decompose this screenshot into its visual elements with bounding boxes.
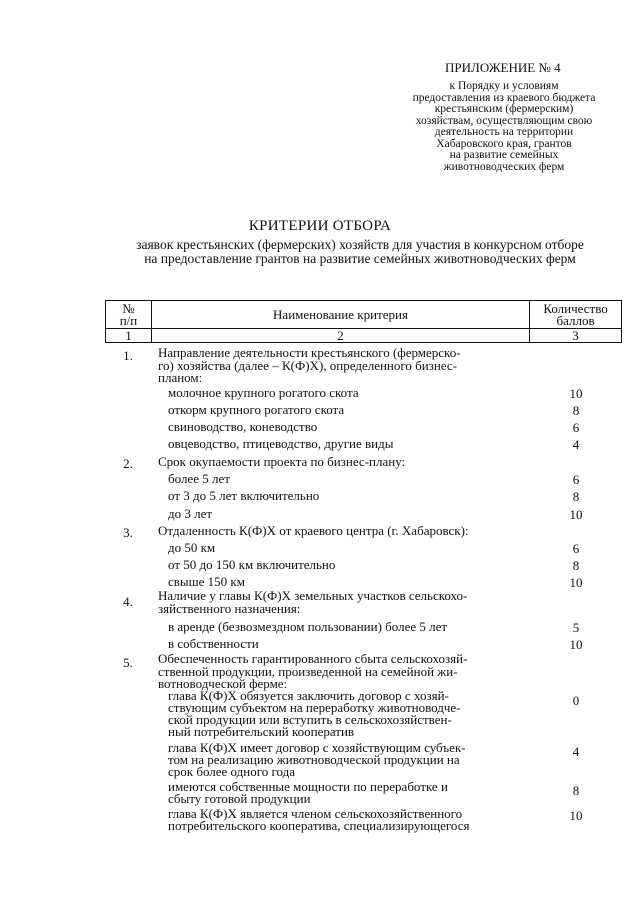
header-points-line1: Количество: [543, 300, 608, 316]
appendix-line: предоставления из краевого бюджета: [412, 91, 596, 104]
option-text: [168, 781, 528, 805]
option-points: 6: [572, 420, 580, 435]
option-points: 10: [569, 808, 583, 823]
option-line: ствующим субъектом на переработку животноводче-: [168, 700, 461, 715]
header-number: [106, 301, 152, 329]
option-points: 10: [569, 386, 583, 401]
appendix-title: ПРИЛОЖЕНИЕ № 4: [445, 60, 561, 75]
option-line: срок более одного года: [168, 764, 296, 779]
criterion-title-line: Направление деятельности крестьянского (фермерско-: [158, 345, 461, 360]
criteria-table-header: [105, 300, 622, 343]
option-text: [168, 490, 528, 502]
option-line: имеются собственные мощности по переработке и: [168, 779, 448, 794]
criterion-title: [158, 525, 530, 538]
criterion-title-line: го) хозяйства (далее – К(Ф)Х), определенного бизнес-: [158, 357, 457, 373]
option-text: [168, 621, 528, 633]
option-text: [168, 473, 528, 485]
column-number-1: 1: [106, 329, 152, 343]
option-line: от 3 до 5 лет включительно: [168, 488, 320, 503]
option-text: [168, 542, 528, 554]
appendix-subtitle: [395, 81, 613, 173]
document-subtitle: [95, 238, 625, 266]
option-line: потребительского кооператива, специализирующегося: [168, 818, 470, 833]
option-text: [168, 438, 528, 450]
header-points: [530, 301, 622, 329]
option-line: глава К(Ф)Х обязуется заключить договор с хозяй-: [168, 688, 449, 703]
appendix-line: животноводческих ферм: [443, 160, 565, 173]
option-line: овцеводство, птицеводство, другие виды: [168, 436, 394, 451]
header-number-line1: №: [122, 300, 135, 316]
header-number-line2: п/п: [119, 312, 138, 328]
option-text: [168, 576, 528, 588]
appendix-line: хозяйствам, осуществляющим свою: [415, 114, 593, 127]
appendix-line: к Порядку и условиям: [449, 80, 559, 92]
option-points: 0: [572, 693, 580, 708]
criterion-title-line: Наличие у главы К(Ф)Х земельных участков сельскохо-: [158, 588, 468, 603]
option-line: глава К(Ф)Х имеет договор с хозяйствующим субъек-: [168, 740, 466, 755]
option-points: 6: [572, 472, 580, 487]
criterion-title: [158, 456, 530, 469]
option-text: [168, 404, 528, 416]
criterion-title-line: Срок окупаемости проекта по бизнес-плану:: [158, 454, 406, 469]
option-points: 8: [572, 489, 580, 504]
option-text: [168, 638, 528, 650]
header-criterion-name: Наименование критерия: [151, 301, 529, 329]
option-points: 4: [572, 744, 580, 759]
option-line: в аренде (безвозмездном пользовании) более 5 лет: [168, 619, 448, 634]
option-text: [168, 742, 528, 778]
option-line: в собственности: [168, 636, 259, 651]
subtitle-line: заявок крестьянских (фермерских) хозяйств для участия в конкурсном отборе: [136, 237, 584, 252]
option-text: [168, 421, 528, 433]
option-line: сбыту готовой продукции: [168, 791, 311, 806]
option-text: [168, 387, 528, 399]
option-points: 8: [572, 403, 580, 418]
criterion-number: 4.: [123, 594, 133, 609]
criterion-number: 5.: [123, 655, 133, 670]
option-points: 8: [572, 558, 580, 573]
option-points: 6: [572, 541, 580, 556]
option-points: 5: [572, 620, 580, 635]
criterion-number: 2.: [123, 456, 133, 471]
criterion-title-line: вотноводческой ферме:: [158, 676, 288, 691]
option-line: глава К(Ф)Х является членом сельскохозяйственного: [168, 806, 463, 821]
criterion-title: [158, 653, 530, 691]
appendix-line: крестьянским (фермерским): [434, 103, 574, 115]
option-text: [168, 808, 528, 832]
option-points: 8: [572, 783, 580, 798]
criterion-number: 3.: [123, 525, 133, 540]
option-text: [168, 690, 528, 738]
option-line: молочное крупного рогатого скота: [168, 385, 359, 400]
option-points: 10: [569, 637, 583, 652]
criterion-number: 1.: [123, 348, 133, 363]
option-line: свиноводство, коневодство: [168, 419, 318, 434]
option-line: ный потребительский кооператив: [168, 724, 355, 739]
option-points: 10: [569, 507, 583, 522]
option-line: до 3 лет: [168, 506, 213, 521]
document-title: КРИТЕРИИ ОТБОРА: [248, 218, 392, 234]
option-text: [168, 508, 528, 520]
option-line: от 50 до 150 км включительно: [168, 557, 336, 572]
column-number-3: 3: [530, 329, 622, 343]
column-number-2: 2: [151, 329, 529, 343]
criterion-title-line: зяйственного назначения:: [158, 600, 301, 616]
subtitle-line: на предоставление грантов на развитие семейных животноводческих ферм: [144, 251, 576, 266]
option-line: ской продукции или вступить в сельскохозяйствен-: [168, 712, 452, 727]
criterion-title-line: ственной продукции, произведенной на семейной жи-: [158, 663, 458, 679]
header-points-line2: баллов: [556, 312, 595, 328]
appendix-line: деятельность на территории: [434, 126, 574, 138]
appendix-line: Хабаровского края, грантов: [436, 137, 572, 150]
criterion-title: [158, 590, 530, 615]
criterion-title: [158, 347, 530, 385]
criterion-title-line: планом:: [158, 370, 203, 385]
option-line: том на реализацию животноводческой продукции на: [168, 752, 460, 767]
criterion-title-line: Обеспеченность гарантированного сбыта сельскохозяй-: [158, 651, 468, 666]
option-text: [168, 559, 528, 571]
option-line: свыше 150 км: [168, 574, 245, 589]
option-line: более 5 лет: [168, 471, 230, 486]
appendix-line: на развитие семейных: [449, 149, 559, 161]
option-points: 10: [569, 575, 583, 590]
criterion-title-line: Отдаленность К(Ф)Х от краевого центра (г. Хабаровск):: [158, 523, 469, 538]
option-points: 4: [572, 437, 580, 452]
option-line: до 50 км: [168, 540, 216, 555]
option-line: откорм крупного рогатого скота: [168, 402, 345, 417]
